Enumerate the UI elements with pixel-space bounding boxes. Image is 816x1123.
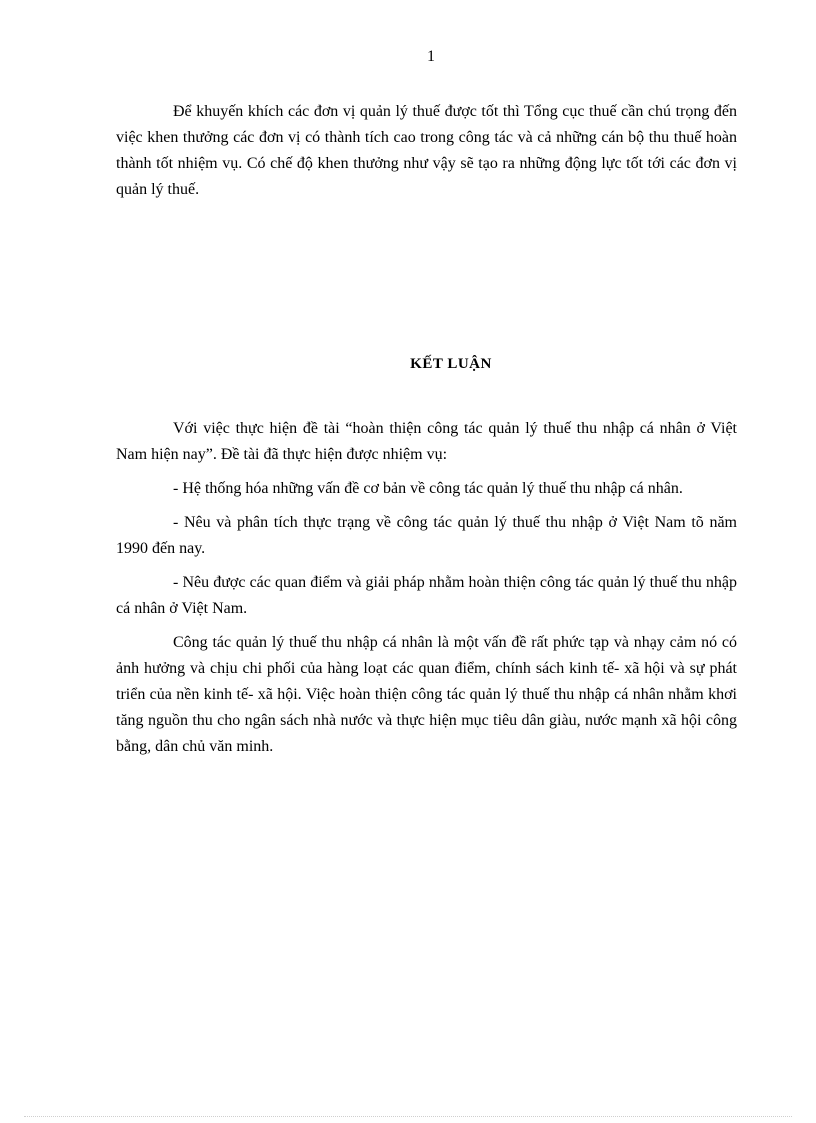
conclusion-bullet-analysis: - Nêu và phân tích thực trạng về công tác quản lý thuế thu nhập ở Việt Nam tõ năm 1990 đến nay.	[116, 514, 737, 557]
intro-paragraph: Để khuyến khích các đơn vị quản lý thuế được tốt thì Tổng cục thuế cần chú trọng đến việc khen thưởng các đơn vị có thành tích cao trong công tác và cả những cán bộ thu thuế hoàn thành tốt nhiệm vụ. Có chế độ khen thưởng như vậy sẽ tạo ra những động lực tốt tới các đơn vị quản lý thuế.	[116, 103, 737, 198]
conclusion-section	[116, 416, 737, 768]
page-bottom-divider	[24, 1116, 792, 1117]
conclusion-paragraph-final: Công tác quản lý thuế thu nhập cá nhân là một vấn đề rất phức tạp và nhạy cảm nó có ảnh hưởng và chịu chi phối của hàng loạt các quan điểm, chính sách kinh tế- xã hội và sự phát triển của nền kinh tế- xã hội. Việc hoàn thiện công tác quản lý thuế thu nhập cá nhân nhằm khơi tăng nguồn thu cho ngân sách nhà nước và thực hiện mục tiêu dân giàu, nước mạnh xã hội công bằng, dân chủ văn minh.	[116, 634, 737, 755]
conclusion-bullet-solutions: - Nêu được các quan điểm và giải pháp nhằm hoàn thiện công tác quản lý thuế thu nhập cá nhân ở Việt Nam.	[116, 574, 737, 617]
conclusion-heading: KẾT LUẬN	[410, 356, 492, 372]
intro-section	[116, 99, 737, 203]
page-number: 1	[427, 48, 435, 65]
conclusion-paragraph: Với việc thực hiện đề tài “hoàn thiện công tác quản lý thuế thu nhập cá nhân ở Việt Nam hiện nay”. Đề tài đã thực hiện được nhiệm vụ:	[116, 420, 737, 463]
conclusion-bullet-systematize: - Hệ thống hóa những vấn đề cơ bản về công tác quản lý thuế thu nhập cá nhân.	[173, 480, 683, 497]
